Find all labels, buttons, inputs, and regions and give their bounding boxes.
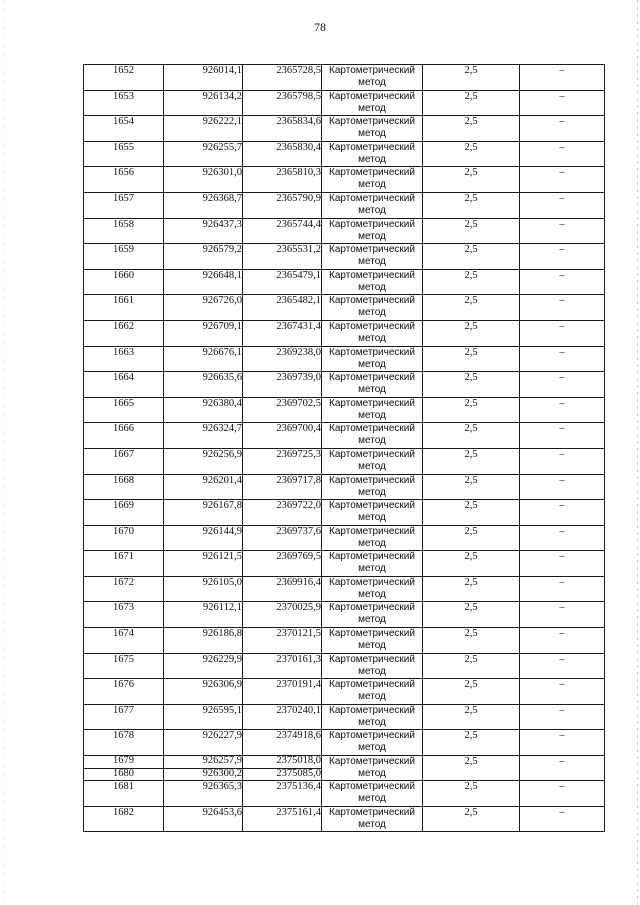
coordinates-table-body (84, 65, 605, 832)
determination-method: Картометрический метод (322, 90, 423, 116)
point-number: 1672 (84, 576, 164, 602)
coordinate-x: 926324,7 (164, 423, 243, 449)
determination-method: Картометрический метод (322, 116, 423, 142)
note-dash: – (520, 141, 605, 167)
determination-method: Картометрический метод (322, 679, 423, 705)
table-row (84, 756, 605, 769)
determination-method: Картометрический метод (322, 269, 423, 295)
note-dash: – (520, 167, 605, 193)
coordinate-x: 926676,1 (164, 346, 243, 372)
accuracy-value: 2,5 (423, 551, 520, 577)
accuracy-value: 2,5 (423, 65, 520, 91)
note-dash: – (520, 525, 605, 551)
determination-method: Картометрический метод (322, 167, 423, 193)
point-number: 1681 (84, 781, 164, 807)
note-dash: – (520, 423, 605, 449)
note-dash: – (520, 192, 605, 218)
coordinate-x: 926227,9 (164, 730, 243, 756)
table-row (84, 65, 605, 91)
coordinate-y: 2375018,0 (243, 756, 322, 769)
note-dash: – (520, 806, 605, 832)
coordinate-x: 926726,0 (164, 295, 243, 321)
determination-method: Картометрический метод (322, 423, 423, 449)
determination-method: Картометрический метод (322, 474, 423, 500)
point-number: 1661 (84, 295, 164, 321)
coordinate-y: 2367431,4 (243, 320, 322, 346)
determination-method: Картометрический метод (322, 628, 423, 654)
accuracy-value: 2,5 (423, 730, 520, 756)
coordinate-y: 2369700,4 (243, 423, 322, 449)
determination-method: Картометрический метод (322, 141, 423, 167)
determination-method: Картометрический метод (322, 192, 423, 218)
table-row (84, 679, 605, 705)
coordinate-y: 2369717,8 (243, 474, 322, 500)
accuracy-value: 2,5 (423, 372, 520, 398)
coordinate-x: 926579,2 (164, 244, 243, 270)
point-number: 1654 (84, 116, 164, 142)
point-number: 1662 (84, 320, 164, 346)
point-number: 1663 (84, 346, 164, 372)
coordinate-y: 2365728,5 (243, 65, 322, 91)
determination-method: Картометрический метод (322, 372, 423, 398)
point-number: 1674 (84, 628, 164, 654)
accuracy-value: 2,5 (423, 576, 520, 602)
table-row (84, 781, 605, 807)
point-number: 1657 (84, 192, 164, 218)
point-number: 1658 (84, 218, 164, 244)
accuracy-value: 2,5 (423, 295, 520, 321)
note-dash: – (520, 372, 605, 398)
accuracy-value: 2,5 (423, 525, 520, 551)
table-row (84, 397, 605, 423)
coordinate-x: 926437,3 (164, 218, 243, 244)
table-row (84, 116, 605, 142)
accuracy-value: 2,5 (423, 653, 520, 679)
table-row (84, 346, 605, 372)
point-number: 1653 (84, 90, 164, 116)
determination-method: Картометрический метод (322, 397, 423, 423)
table-row (84, 320, 605, 346)
coordinate-y: 2369769,5 (243, 551, 322, 577)
point-number: 1682 (84, 806, 164, 832)
accuracy-value: 2,5 (423, 806, 520, 832)
determination-method: Картометрический метод (322, 781, 423, 807)
accuracy-value: 2,5 (423, 244, 520, 270)
determination-method: Картометрический метод (322, 551, 423, 577)
coordinate-x: 926368,7 (164, 192, 243, 218)
table-row (84, 269, 605, 295)
coordinates-table (83, 64, 605, 832)
table-row (84, 192, 605, 218)
scan-edge-left (3, 0, 4, 905)
coordinate-x: 926255,7 (164, 141, 243, 167)
coordinate-x: 926121,5 (164, 551, 243, 577)
point-number: 1670 (84, 525, 164, 551)
table-row (84, 167, 605, 193)
note-dash: – (520, 448, 605, 474)
accuracy-value: 2,5 (423, 167, 520, 193)
table-row (84, 448, 605, 474)
determination-method: Картометрический метод (322, 602, 423, 628)
table-row (84, 525, 605, 551)
note-dash: – (520, 628, 605, 654)
point-number: 1659 (84, 244, 164, 270)
determination-method: Картометрический метод (322, 806, 423, 832)
table-row (84, 602, 605, 628)
note-dash: – (520, 602, 605, 628)
accuracy-value: 2,5 (423, 269, 520, 295)
table-row (84, 423, 605, 449)
note-dash: – (520, 346, 605, 372)
coordinate-x: 926105,0 (164, 576, 243, 602)
accuracy-value: 2,5 (423, 346, 520, 372)
coordinate-y: 2365482,1 (243, 295, 322, 321)
accuracy-value: 2,5 (423, 141, 520, 167)
coordinate-y: 2375161,4 (243, 806, 322, 832)
table-row (84, 218, 605, 244)
note-dash: – (520, 653, 605, 679)
coordinate-y: 2370191,4 (243, 679, 322, 705)
coordinate-y: 2365744,4 (243, 218, 322, 244)
accuracy-value: 2,5 (423, 448, 520, 474)
accuracy-value: 2,5 (423, 602, 520, 628)
coordinate-y: 2369916,4 (243, 576, 322, 602)
point-number: 1664 (84, 372, 164, 398)
coordinate-x: 926709,1 (164, 320, 243, 346)
scan-edge-right (637, 0, 638, 905)
determination-method: Картометрический метод (322, 756, 423, 781)
table-row (84, 141, 605, 167)
coordinate-y: 2370161,3 (243, 653, 322, 679)
determination-method: Картометрический метод (322, 576, 423, 602)
point-number: 1668 (84, 474, 164, 500)
note-dash: – (520, 576, 605, 602)
accuracy-value: 2,5 (423, 500, 520, 526)
determination-method: Картометрический метод (322, 704, 423, 730)
point-number: 1677 (84, 704, 164, 730)
coordinate-y: 2369702,5 (243, 397, 322, 423)
coordinate-x: 926306,9 (164, 679, 243, 705)
table-row (84, 576, 605, 602)
note-dash: – (520, 65, 605, 91)
accuracy-value: 2,5 (423, 679, 520, 705)
table-row (84, 730, 605, 756)
accuracy-value: 2,5 (423, 628, 520, 654)
determination-method: Картометрический метод (322, 295, 423, 321)
coordinate-y: 2365834,6 (243, 116, 322, 142)
point-number: 1673 (84, 602, 164, 628)
coordinate-x: 926453,6 (164, 806, 243, 832)
coordinate-y: 2365798,5 (243, 90, 322, 116)
coordinate-x: 926144,9 (164, 525, 243, 551)
note-dash: – (520, 295, 605, 321)
coordinate-y: 2369725,3 (243, 448, 322, 474)
accuracy-value: 2,5 (423, 423, 520, 449)
coordinate-x: 926648,1 (164, 269, 243, 295)
table-row (84, 628, 605, 654)
determination-method: Картометрический метод (322, 320, 423, 346)
note-dash: – (520, 500, 605, 526)
accuracy-value: 2,5 (423, 781, 520, 807)
point-number: 1666 (84, 423, 164, 449)
note-dash: – (520, 781, 605, 807)
note-dash: – (520, 474, 605, 500)
note-dash: – (520, 116, 605, 142)
table-row (84, 551, 605, 577)
table-row (84, 295, 605, 321)
determination-method: Картометрический метод (322, 448, 423, 474)
determination-method: Картометрический метод (322, 218, 423, 244)
coordinate-x: 926595,1 (164, 704, 243, 730)
coordinate-y: 2365830,4 (243, 141, 322, 167)
accuracy-value: 2,5 (423, 192, 520, 218)
coordinate-y: 2365479,1 (243, 269, 322, 295)
note-dash: – (520, 704, 605, 730)
table-row (84, 244, 605, 270)
table-row (84, 372, 605, 398)
point-number: 1678 (84, 730, 164, 756)
note-dash: – (520, 756, 605, 781)
coordinate-x: 926257,9 (164, 756, 243, 769)
table-row (84, 704, 605, 730)
point-number: 1656 (84, 167, 164, 193)
determination-method: Картометрический метод (322, 653, 423, 679)
determination-method: Картометрический метод (322, 346, 423, 372)
point-number: 1660 (84, 269, 164, 295)
coordinate-y: 2369722,0 (243, 500, 322, 526)
coordinate-y: 2370240,1 (243, 704, 322, 730)
determination-method: Картометрический метод (322, 65, 423, 91)
note-dash: – (520, 269, 605, 295)
coordinate-y: 2375136,4 (243, 781, 322, 807)
coordinate-x: 926229,9 (164, 653, 243, 679)
coordinate-y: 2369737,6 (243, 525, 322, 551)
coordinate-y: 2365810,3 (243, 167, 322, 193)
accuracy-value: 2,5 (423, 397, 520, 423)
point-number: 1679 (84, 756, 164, 769)
note-dash: – (520, 551, 605, 577)
coordinate-x: 926167,8 (164, 500, 243, 526)
coordinate-x: 926256,9 (164, 448, 243, 474)
coordinate-x: 926380,4 (164, 397, 243, 423)
table-row (84, 474, 605, 500)
coordinate-x: 926301,0 (164, 167, 243, 193)
note-dash: – (520, 730, 605, 756)
note-dash: – (520, 397, 605, 423)
coordinate-x: 926186,8 (164, 628, 243, 654)
coordinate-y: 2369238,0 (243, 346, 322, 372)
note-dash: – (520, 320, 605, 346)
determination-method: Картометрический метод (322, 525, 423, 551)
accuracy-value: 2,5 (423, 474, 520, 500)
coordinate-y: 2374918,6 (243, 730, 322, 756)
coordinate-y: 2369739,0 (243, 372, 322, 398)
point-number: 1652 (84, 65, 164, 91)
point-number: 1675 (84, 653, 164, 679)
accuracy-value: 2,5 (423, 218, 520, 244)
coordinate-y: 2375085,0 (243, 768, 322, 781)
point-number: 1667 (84, 448, 164, 474)
point-number: 1671 (84, 551, 164, 577)
coordinate-y: 2365531,2 (243, 244, 322, 270)
coordinate-x: 926300,2 (164, 768, 243, 781)
table-row (84, 500, 605, 526)
note-dash: – (520, 218, 605, 244)
table-row (84, 90, 605, 116)
accuracy-value: 2,5 (423, 320, 520, 346)
determination-method: Картометрический метод (322, 730, 423, 756)
point-number: 1680 (84, 768, 164, 781)
coordinate-y: 2365790,9 (243, 192, 322, 218)
page-number: 78 (314, 20, 326, 34)
coordinate-x: 926365,3 (164, 781, 243, 807)
accuracy-value: 2,5 (423, 704, 520, 730)
note-dash: – (520, 679, 605, 705)
coordinate-x: 926134,2 (164, 90, 243, 116)
accuracy-value: 2,5 (423, 116, 520, 142)
coordinate-x: 926222,1 (164, 116, 243, 142)
note-dash: – (520, 244, 605, 270)
coordinate-x: 926635,6 (164, 372, 243, 398)
note-dash: – (520, 90, 605, 116)
coordinate-x: 926014,1 (164, 65, 243, 91)
point-number: 1669 (84, 500, 164, 526)
accuracy-value: 2,5 (423, 90, 520, 116)
coordinate-x: 926201,4 (164, 474, 243, 500)
table-row (84, 653, 605, 679)
coordinate-y: 2370025,9 (243, 602, 322, 628)
coordinate-x: 926112,1 (164, 602, 243, 628)
accuracy-value: 2,5 (423, 756, 520, 781)
point-number: 1665 (84, 397, 164, 423)
coordinate-y: 2370121,5 (243, 628, 322, 654)
point-number: 1676 (84, 679, 164, 705)
table-row (84, 806, 605, 832)
determination-method: Картометрический метод (322, 500, 423, 526)
point-number: 1655 (84, 141, 164, 167)
determination-method: Картометрический метод (322, 244, 423, 270)
